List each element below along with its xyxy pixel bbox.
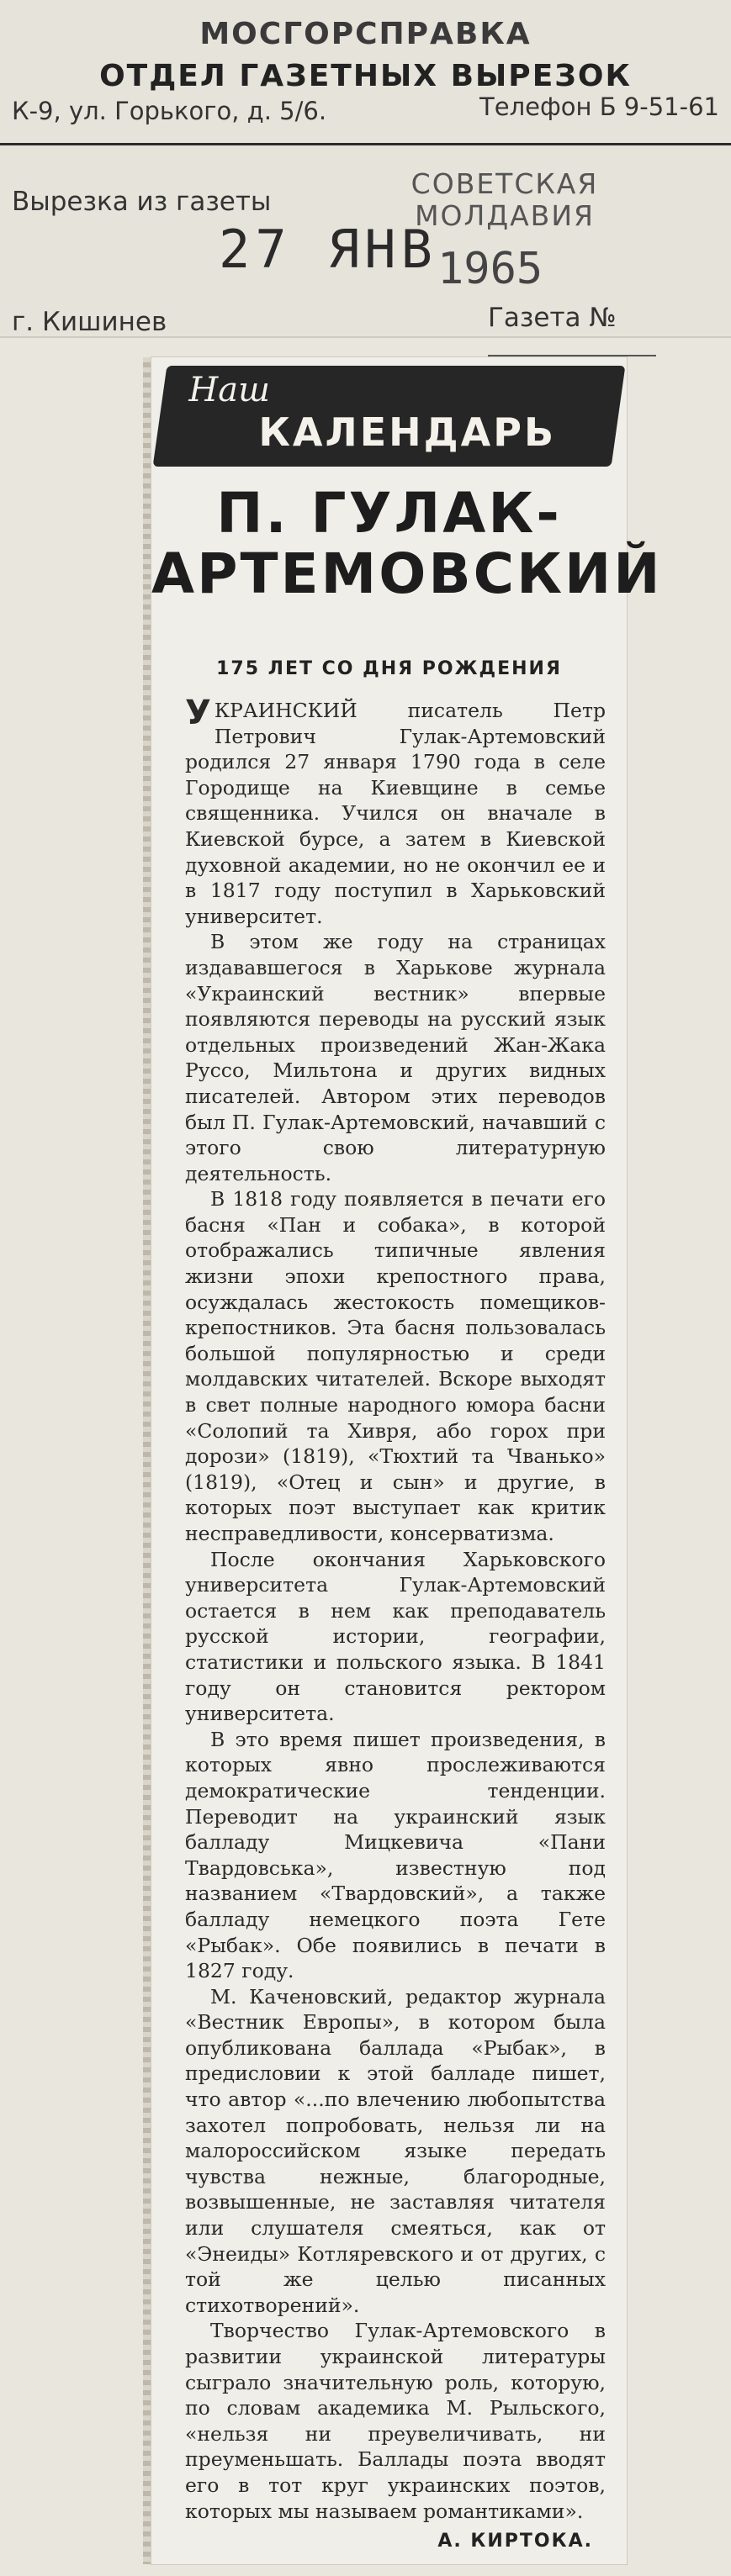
stamp-header: [0, 0, 731, 145]
organization-name: МОСГОРСПРАВКА: [199, 17, 532, 51]
drop-cap: У: [185, 694, 211, 732]
paragraph: М. Каченовский, редактор журнала «Вестник Европы», в котором была опубликована баллада «Рыбак», в предисловии к этой балладе пишет, что автор «...по влечению любопытства захотел попробовать, нельзя ли на малороссийском языке передать чувства нежные, благородные, возвышенные, не заставляя читателя или слушателя смеяться, как от «Энеиды» Котляревского и от других, с той же целью писанных стихотворений».: [185, 1984, 606, 2317]
banner-bottom-text: КАЛЕНДАРЬ: [258, 409, 557, 455]
newspaper-clipping: [151, 357, 663, 2564]
paragraph: В 1818 году появляется в печати его басня «Пан и собака», в которой отображались типичные явления жизни эпохи крепостного права, осуждалась жестокость помещиков-крепостников. Эта басня пользовалась большой популярностью и среди молдавских читателей. Вскоре выходят в свет полные народного юмора басни «Солопий та Хивря, або горох при дорози» (1819), «Тюхтий та Чванько» (1819), «Отец и сын» и другие, в которых поэт выступает как критик несправедливости, консерватизма.: [185, 1187, 606, 1545]
paragraph: УКРАИНСКИЙ писатель Петр Петрович Гулак-Артемовский родился 27 января 1790 года в селе Городище на Киевщине в семье священника. Учился он вначале в Киевской бурсе, а затем в Киевской духовной академии, но не окончил ее и в 1817 году поступил в Харьковский университет.: [185, 694, 606, 928]
department-name: ОТДЕЛ ГАЗЕТНЫХ ВЫРЕЗОК: [99, 59, 632, 93]
address: К-9, ул. Горького, д. 5/6.: [12, 97, 327, 125]
article-title: П. ГУЛАК-АРТЕМОВСКИЙ: [151, 481, 663, 606]
article-author: А. КИРТОКА.: [437, 2531, 593, 2552]
gazeta-number-blank: [488, 355, 656, 356]
city: г. Кишинев: [12, 307, 167, 337]
calendar-banner: [153, 366, 626, 467]
article-subtitle: 175 ЛЕТ СО ДНЯ РОЖДЕНИЯ: [216, 658, 562, 679]
article-body: [185, 694, 606, 2524]
banner-top-text: Наш: [188, 371, 270, 409]
paragraph: После окончания Харьковского университета Гулак-Артемовский остается в нем как преподаватель русской истории, географии, статистики и польского языка. В 1841 году он становится ректором университета.: [185, 1547, 606, 1726]
archive-stamp-form: [0, 0, 731, 338]
paragraph: В это время пишет произведения, в которых явно прослеживаются демократические тенденции. Переводит на украинский язык балладу Мицкевича «Пани Твардовська», известную под названием «Твардовский», а также балладу немецкого поэта Гете «Рыбак». Обе появились в печати в 1827 году.: [185, 1727, 606, 1983]
paragraph: Творчество Гулак-Артемовского в развитии украинской литературы сыграло значительную роль, которую, по словам академика М. Рыльского, «нельзя ни преувеличивать, ни преуменьшать. Баллады поэта вводят его в тот круг украинских поэтов, которых мы называем романтиками».: [185, 2319, 606, 2523]
clip-source-label: Вырезка из газеты: [12, 187, 272, 217]
newspaper-name: СОВЕТСКАЯ МОЛДАВИЯ: [411, 167, 599, 232]
gazeta-number: [488, 303, 731, 363]
phone: Телефон Б 9-51-61: [479, 92, 719, 121]
clip-date: 27 ЯНВ: [219, 219, 437, 280]
clip-year: 1965: [437, 244, 543, 294]
paragraph: В этом же году на страницах издававшегося в Харькове журнала «Украинский вестник» впервые появляются переводы на русский язык отдельных произведений Жан-Жака Руссо, Мильтона и других видных писателей. Автором этих переводов был П. Гулак-Артемовский, начавший с этого свою литературную деятельность.: [185, 930, 606, 1185]
gazeta-number-label: Газета №: [488, 303, 617, 333]
